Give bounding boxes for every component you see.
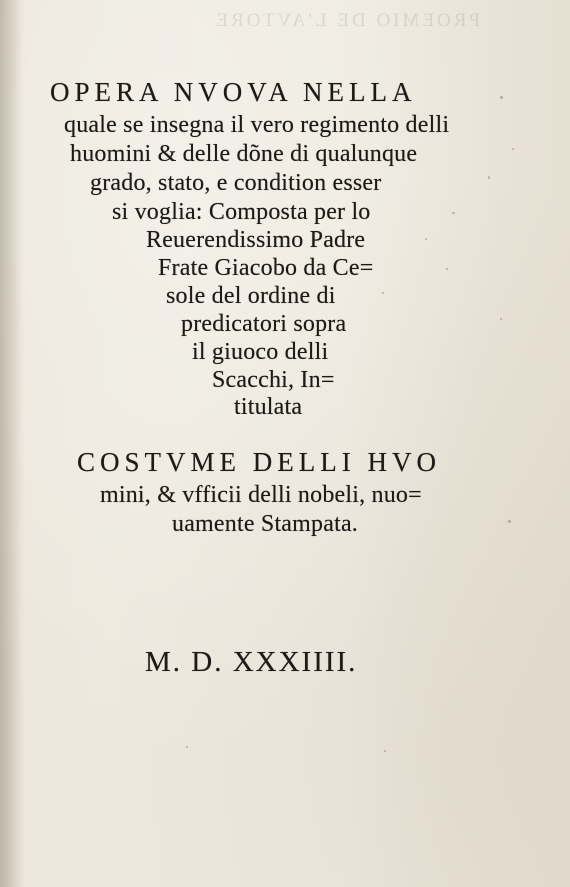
gutter-shadow <box>0 0 22 887</box>
title-line-4: grado, stato, e condition esser <box>90 170 382 196</box>
title-line-9: predicatori sopra <box>181 311 347 337</box>
title-line-8: sole del ordine di <box>166 283 336 309</box>
title-line-6: Reuerendissimo Padre <box>146 227 366 253</box>
title-line-5: si voglia: Composta per lo <box>112 199 371 225</box>
title-line-12: titulata <box>234 394 303 420</box>
subtitle-line-2: mini, & vfficii delli nobeli, nuo= <box>100 482 422 508</box>
title-line-7: Frate Giacobo da Ce= <box>158 255 374 281</box>
running-head-showthrough: PROEMIO DE L'AVTORE <box>213 10 480 31</box>
title-line-1: OPERA NVOVA NELLA <box>50 77 417 107</box>
subtitle-line-3: uamente Stampata. <box>172 511 359 537</box>
title-line-10: il giuoco delli <box>192 339 329 365</box>
imprint-date: M. D. XXXIIII. <box>145 646 358 678</box>
title-line-2: quale se insegna il vero regimento delli <box>64 112 450 138</box>
title-line-11: Scacchi, In= <box>212 367 335 393</box>
title-line-3: huomini & delle dõne di qualunque <box>70 141 418 167</box>
subtitle-line-1: COSTVME DELLI HVO <box>77 447 441 477</box>
showthrough-decoration <box>526 232 530 249</box>
